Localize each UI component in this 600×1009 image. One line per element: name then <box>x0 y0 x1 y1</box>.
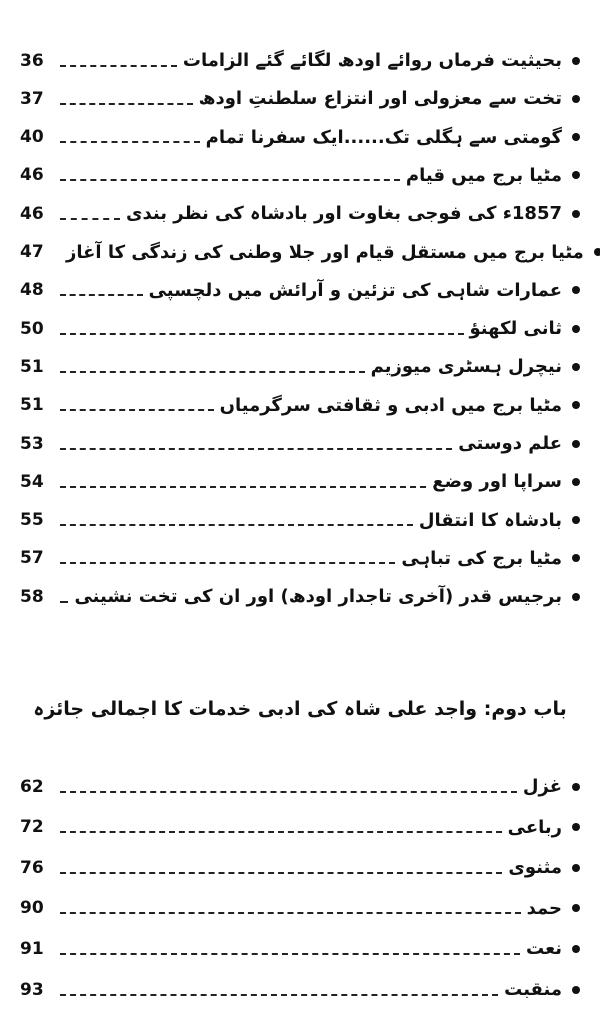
toc-page-number: 47 <box>20 242 44 262</box>
toc-entry <box>20 979 580 1000</box>
dot-leader <box>60 218 120 220</box>
dot-leader <box>60 371 365 373</box>
toc-entry <box>20 50 580 71</box>
dot-leader <box>60 912 521 914</box>
toc-entry <box>20 817 580 838</box>
bullet-icon <box>572 325 580 333</box>
toc-entry <box>20 857 580 878</box>
bullet-icon <box>572 95 580 103</box>
bullet-icon <box>572 783 580 791</box>
dot-leader <box>60 953 520 955</box>
dot-leader <box>60 409 214 411</box>
toc-page-number: 54 <box>20 471 44 492</box>
dot-leader <box>60 872 502 874</box>
toc-page-number: 46 <box>20 165 44 186</box>
bullet-icon <box>572 478 580 486</box>
toc-page-number: 90 <box>20 898 44 919</box>
toc-entry-title: 1857ء کی فوجی بغاوت اور بادشاہ کی نظر بندی <box>126 203 562 225</box>
bullet-icon <box>572 171 580 179</box>
toc-entry-title: مٹیا برج میں مستقل قیام اور جلا وطنی کی زندگی کا آغاز <box>66 241 584 263</box>
toc-entry-title: علم دوستی <box>458 433 562 454</box>
dot-leader <box>60 994 498 996</box>
toc-page-number: 55 <box>20 510 44 531</box>
toc-page-number: 93 <box>20 979 44 1000</box>
toc-entry-title: منقبت <box>504 979 562 1000</box>
dot-leader <box>60 179 400 181</box>
dot-leader <box>60 333 464 335</box>
toc-page-number: 72 <box>20 817 44 838</box>
toc-page-number: 76 <box>20 857 44 878</box>
toc-entry-title: تخت سے معزولی اور انتزاع سلطنتِ اودھ <box>198 88 562 110</box>
toc-entry <box>20 241 584 263</box>
toc-entry-title: نعت <box>526 938 562 960</box>
toc-page-number: 51 <box>20 395 44 416</box>
dot-leader <box>60 294 143 296</box>
dot-leader <box>60 448 452 450</box>
bullet-icon <box>572 401 580 409</box>
toc-entry-title: مٹیا برج میں قیام <box>405 164 562 186</box>
toc-entry <box>20 127 580 148</box>
dot-leader <box>60 103 193 105</box>
toc-entry <box>20 395 580 416</box>
toc-entry-title: ثانی لکھنؤ <box>469 318 562 340</box>
bullet-icon <box>572 516 580 524</box>
bullet-icon <box>572 440 580 448</box>
toc-entry <box>20 586 580 607</box>
toc-entry-title: نیچرل ہسٹری میوزیم <box>370 356 562 378</box>
toc-entry <box>20 433 580 454</box>
toc-entry <box>20 203 580 224</box>
toc-entry-title: مثنوی <box>508 857 562 879</box>
bullet-icon <box>572 823 580 831</box>
toc-page-number: 46 <box>20 203 44 224</box>
dot-leader <box>60 562 395 564</box>
bullet-icon <box>572 593 580 601</box>
bullet-icon <box>572 210 580 218</box>
toc-page-number: 62 <box>20 776 44 797</box>
bullet-icon <box>572 363 580 371</box>
bullet-icon <box>572 904 580 912</box>
toc-page-number: 57 <box>20 548 44 569</box>
toc-page-number: 91 <box>20 938 44 959</box>
toc-entry <box>20 280 580 301</box>
toc-entry <box>20 510 580 531</box>
dot-leader <box>60 141 200 143</box>
toc-entry-title: بادشاہ کا انتقال <box>418 509 562 531</box>
toc-page-number: 36 <box>20 50 44 71</box>
toc-entry <box>20 548 580 569</box>
toc-entry <box>20 898 580 919</box>
chapter-heading: باب دوم: واجد علی شاہ کی ادبی خدمات کا اجمالی جائزہ <box>33 698 567 720</box>
toc-page-number: 53 <box>20 433 44 454</box>
dot-leader <box>60 65 177 67</box>
bullet-icon <box>572 286 580 294</box>
dot-leader <box>60 601 68 603</box>
dot-leader <box>60 524 413 526</box>
bullet-icon <box>594 248 600 256</box>
bullet-icon <box>572 554 580 562</box>
toc-entry-title: حمد <box>526 897 562 919</box>
bullet-icon <box>572 133 580 141</box>
bullet-icon <box>572 57 580 65</box>
toc-page-number: 50 <box>20 318 44 339</box>
dot-leader <box>60 486 426 488</box>
toc-entry-title: عمارات شاہی کی تزئین و آرائش میں دلچسپی <box>148 279 562 301</box>
toc-entry-title: برجیس قدر (آخری تاجدار اودھ) اور ان کی تخت نشینی <box>74 586 562 608</box>
toc-page-number: 48 <box>20 280 44 301</box>
bullet-icon <box>572 864 580 872</box>
toc-entry <box>20 471 580 492</box>
toc-entry-title: گومتی سے ہگلی تک......ایک سفرنا تمام <box>205 126 562 148</box>
dot-leader <box>60 831 502 833</box>
toc-entry <box>20 165 580 186</box>
bullet-icon <box>572 986 580 994</box>
toc-entry <box>20 356 580 377</box>
toc-entry-title: مٹیا برج کی تباہی <box>401 547 562 569</box>
toc-entry <box>20 88 580 109</box>
dot-leader <box>60 791 517 793</box>
toc-entry-title: بحیثیت فرماں روائے اودھ لگائے گئے الزامات <box>182 50 562 71</box>
toc-entry-title: مٹیا برج میں ادبی و ثقافتی سرگرمیاں <box>219 394 562 416</box>
toc-entry <box>20 318 580 339</box>
toc-entry-title: سراپا اور وضع <box>432 471 562 493</box>
toc-entry-title: رباعی <box>507 816 562 838</box>
toc-page-number: 40 <box>20 127 44 148</box>
toc-entry <box>20 776 580 797</box>
toc-entry-title: غزل <box>522 776 562 797</box>
toc-page-number: 37 <box>20 88 44 109</box>
toc-entry <box>20 938 580 959</box>
toc-page-number: 51 <box>20 356 44 377</box>
bullet-icon <box>572 945 580 953</box>
toc-page-number: 58 <box>20 586 44 607</box>
